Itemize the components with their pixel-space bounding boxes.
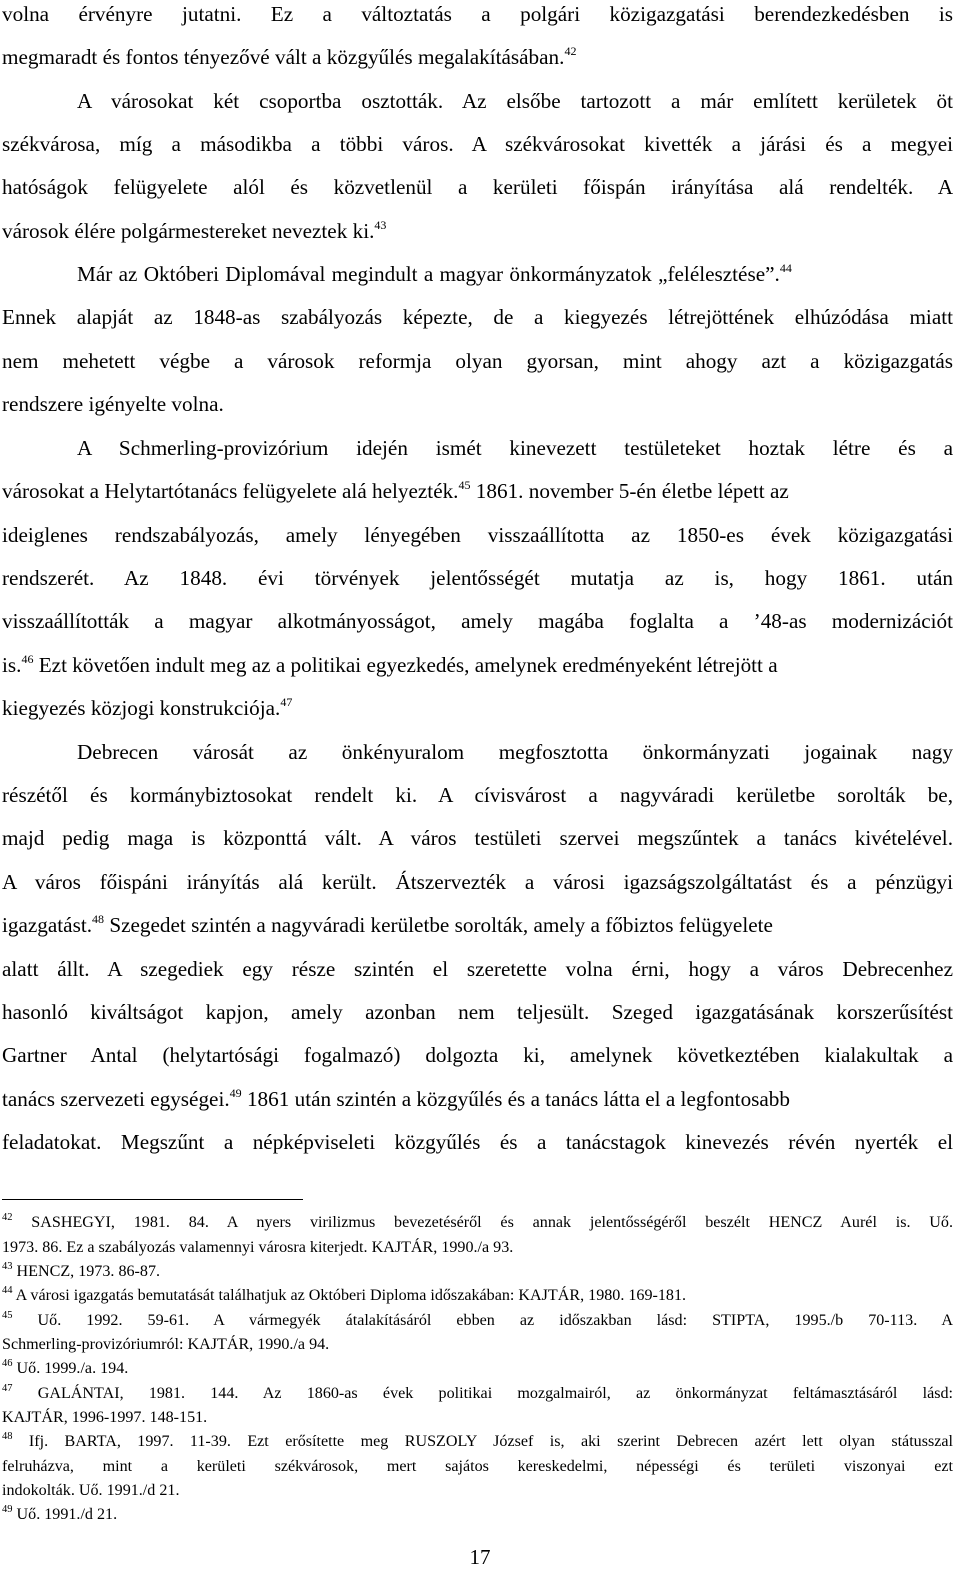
footnote-45 [2, 1310, 953, 1332]
body-line: nem mehetett végbe a városok reformja olyan gyorsan, mint ahogy azt a közigazgatás [2, 349, 953, 373]
body-line: rendszerét. Az 1848. évi törvények jelentősségét mutatja az is, hogy 1861. után [2, 566, 953, 590]
footnote-text: Uő. 1991./d 21. [12, 1506, 118, 1523]
footnote-ref[interactable]: 49 [229, 1086, 242, 1100]
body-line: feladatokat. Megszűnt a népképviseleti közgyűlés és a tanácstagok kinevezés révén nyerték el [2, 1130, 953, 1154]
body-line: A város főispáni irányítás alá került. Átszervezték a városi igazságszolgáltatást és a pénzügyi [2, 870, 953, 894]
footnote-ref[interactable]: 42 [564, 44, 577, 58]
body-line: ideiglenes rendszabályozás, amely lényegében visszaállította az 1850-es évek közigazgatási [2, 523, 953, 547]
body-text: Ezt követően indult meg az a politikai egyezkedés, amelynek eredményeként létrejött a [33, 653, 778, 677]
footnote-number: 45 [2, 1310, 13, 1321]
body-line: A városokat két csoportba osztották. Az elsőbe tartozott a már említett kerületek öt [77, 89, 953, 113]
body-line: alatt állt. A szegediek egy része szintén el szeretette volna érni, hogy a város Debrecenhez [2, 957, 953, 981]
body-text: kiegyezés közjogi konstrukciója. [2, 696, 281, 720]
footnote-number: 43 [2, 1261, 13, 1272]
footnote-46 [2, 1358, 953, 1380]
footnote-48-cont: felruházva, mint a kerületi székvárosok, mert sajátos kereskedelmi, népességi és területi viszonyai ezt [2, 1458, 953, 1475]
body-line: Ennek alapját az 1848-as szabályozás képezte, de a kiegyezés létrejöttének elhúzódása miatt [2, 305, 953, 329]
body-line: hasonló kiváltságot kapjon, amely azonban nem teljesült. Szeged igazgatásának korszerűsítést [2, 1000, 953, 1024]
footnote-text: A városi igazgatás bemutatását találhatjuk az Októberi Diploma időszakában: KAJTÁR, 1980. 169-181. [12, 1287, 687, 1304]
footnote-47-cont: KAJTÁR, 1996-1997. 148-151. [2, 1409, 208, 1426]
footnote-45-cont: Schmerling-provizóriumról: KAJTÁR, 1990./a 94. [2, 1336, 330, 1353]
footnote-text: GALÁNTAI, 1981. 144. Az 1860-as évek politikai mozgalmairól, az önkormányzat feltámasztásáról lásd: [12, 1385, 953, 1402]
body-line [2, 1085, 953, 1113]
body-line [2, 911, 953, 939]
footnote-number: 46 [2, 1358, 13, 1369]
body-line: A Schmerling-provizórium idején ismét kinevezett testületeket hoztak létre és a [77, 436, 953, 460]
body-text: Szegedet szintén a nagyváradi kerületbe sorolták, amely a főbiztos felügyelete [104, 913, 773, 937]
footnote-ref[interactable]: 47 [280, 695, 293, 709]
body-line: majd pedig maga is központtá vált. A város testületi szervei megszűntek a tanács kivételével. [2, 826, 953, 850]
body-text: városok élére polgármestereket neveztek ki. [2, 219, 375, 243]
body-line [2, 43, 953, 71]
body-line: székvárosa, míg a másodikba a többi város. A székvárosokat kivették a járási és a megyei [2, 132, 953, 156]
footnote-number: 48 [2, 1431, 13, 1442]
page-number: 17 [469, 1545, 491, 1569]
body-text: is. [2, 653, 22, 677]
footnote-text: Ifj. BARTA, 1997. 11-39. Ezt erősítette meg RUSZOLY József is, aki szerint Debrecen azért lett olyan státusszal [12, 1433, 953, 1450]
footnote-text: Uő. 1999./a. 194. [12, 1360, 129, 1377]
footnote-text: HENCZ, 1973. 86-87. [12, 1263, 161, 1280]
footnote-48 [2, 1431, 953, 1453]
footnote-44 [2, 1285, 953, 1307]
footnote-42-cont: 1973. 86. Ez a szabályozás valamennyi városra kiterjedt. KAJTÁR, 1990./a 93. [2, 1239, 514, 1256]
body-text: igazgatást. [2, 913, 93, 937]
footnote-42 [2, 1212, 953, 1234]
footnote-ref[interactable]: 46 [21, 652, 34, 666]
body-line [2, 694, 953, 722]
body-line [2, 217, 953, 245]
body-line [2, 477, 953, 505]
footnote-49 [2, 1504, 953, 1526]
body-line: Debrecen városát az önkényuralom megfosztotta önkormányzati jogainak nagy [77, 740, 953, 764]
footnote-text: SASHEGYI, 1981. 84. A nyers virilizmus bevezetéséről és annak jelentősségéről beszélt HENCZ Aurél is. Uő. [12, 1214, 953, 1231]
body-line: hatóságok felügyelete alól és közvetlenül a kerületi főispán irányítása alá rendelték. A [2, 175, 953, 199]
body-line: részétől és kormánybiztosokat rendelt ki. A cívisvárost a nagyváradi kerületbe sorolták be, [2, 783, 953, 807]
footnote-number: 44 [2, 1285, 13, 1296]
body-line [2, 651, 953, 679]
footnote-48-cont: indokolták. Uő. 1991./d 21. [2, 1482, 180, 1499]
body-line: volna érvényre jutatni. Ez a változtatás a polgári közigazgatási berendezkedésben is [2, 2, 953, 26]
footnote-number: 47 [2, 1383, 13, 1394]
footnote-ref[interactable]: 48 [92, 912, 105, 926]
footnote-separator [2, 1199, 303, 1200]
body-text: megmaradt és fontos tényezővé vált a közgyűlés megalakításában. [2, 45, 565, 69]
body-line: rendszere igényelte volna. [2, 392, 224, 416]
footnote-number: 42 [2, 1212, 13, 1223]
body-line [77, 260, 953, 288]
body-text: tanács szervezeti egységei. [2, 1087, 230, 1111]
footnote-ref[interactable]: 43 [374, 218, 387, 232]
body-text: 1861 után szintén a közgyűlés és a tanács látta el a legfontosabb [241, 1087, 790, 1111]
body-text: városokat a Helytartótanács felügyelete alá helyezték. [2, 479, 459, 503]
footnote-47 [2, 1383, 953, 1405]
footnote-ref[interactable]: 45 [458, 478, 471, 492]
footnote-number: 49 [2, 1504, 13, 1515]
body-text: Már az Októberi Diplomával megindult a magyar önkormányzatok „felélesztése”. [77, 262, 780, 286]
footnote-43 [2, 1261, 953, 1283]
body-line: Gartner Antal (helytartósági fogalmazó) dolgozta ki, amelynek következtében kialakultak a [2, 1043, 953, 1067]
body-line: visszaállították a magyar alkotmányosságot, amely magába foglalta a ’48-as modernizációt [2, 609, 953, 633]
body-text: 1861. november 5-én életbe lépett az [470, 479, 789, 503]
footnote-text: Uő. 1992. 59-61. A vármegyék átalakításáról ebben az időszakban lásd: STIPTA, 1995./b 70-113. A [12, 1312, 953, 1329]
footnote-ref[interactable]: 44 [779, 261, 792, 275]
